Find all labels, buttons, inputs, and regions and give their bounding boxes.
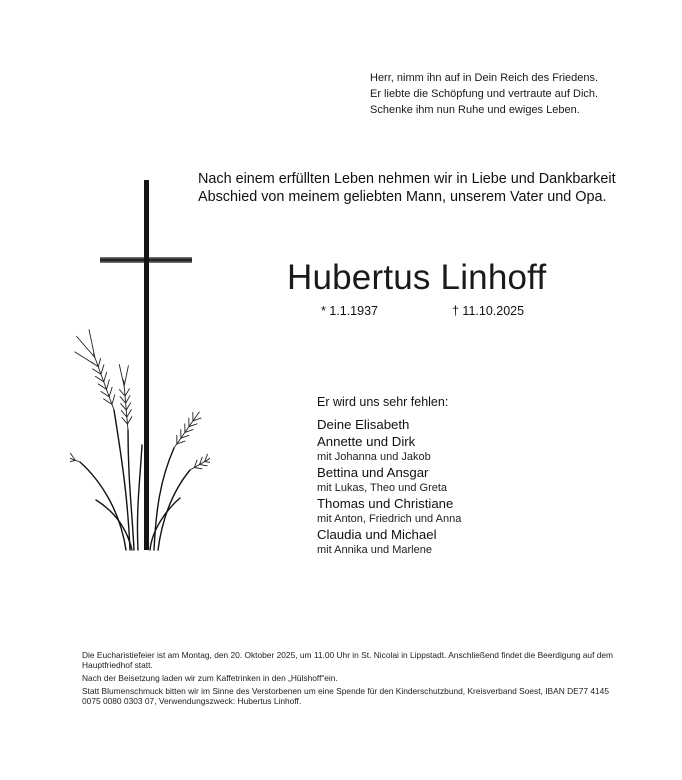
verse-line: Er liebte die Schöpfung und vertraute auf Dich. (370, 88, 599, 100)
mourners-list (317, 416, 461, 557)
mourner-children: mit Johanna und Jakob (317, 451, 431, 463)
mourner-name: Claudia und Michael (317, 527, 437, 542)
mourners-heading: Er wird uns sehr fehlen: (317, 395, 449, 409)
intro-line: Nach einem erfüllten Leben nehmen wir in Liebe und Dankbarkeit (198, 171, 616, 187)
intro-text (198, 170, 616, 206)
mourner-children: mit Annika und Marlene (317, 544, 432, 556)
reception-info: Nach der Beisetzung laden wir zum Kaffetrinken in den „Hülshoff“ein. (82, 673, 338, 683)
service-info: Die Eucharistiefeier ist am Montag, den 20. Oktober 2025, um 11.00 Uhr in St. Nicolai in Lippstadt. Anschließend findet die Beerdigung auf dem Hauptfriedhof statt. (82, 650, 614, 670)
mourner-children: mit Anton, Friedrich und Anna (317, 513, 462, 525)
verse-line: Schenke ihm nun Ruhe und ewiges Leben. (370, 104, 580, 116)
bible-verse (370, 70, 598, 118)
birth-date: * 1.1.1937 (321, 304, 378, 318)
funeral-notice-footer (82, 650, 622, 709)
intro-line: Abschied von meinem geliebten Mann, unserem Vater und Opa. (198, 189, 607, 205)
deceased-name: Hubertus Linhoff (287, 258, 547, 297)
donation-info: Statt Blumenschmuck bitten wir im Sinne des Verstorbenen um eine Spende für den Kinderschutzbund, Kreisverband Soest, IBAN DE77 4145 0075 0080 0303 07, Verwendungszweck: Hubertus Linhoff. (82, 686, 609, 706)
mourner-name: Deine Elisabeth (317, 417, 410, 432)
cross-with-wheat-icon (70, 180, 210, 560)
verse-line: Herr, nimm ihn auf in Dein Reich des Friedens. (370, 72, 599, 84)
mourner-name: Thomas und Christiane (317, 496, 454, 511)
mourner-name: Annette und Dirk (317, 434, 416, 449)
death-date: † 11.10.2025 (452, 304, 525, 318)
mourner-children: mit Lukas, Theo und Greta (317, 482, 448, 494)
mourner-name: Bettina und Ansgar (317, 465, 429, 480)
